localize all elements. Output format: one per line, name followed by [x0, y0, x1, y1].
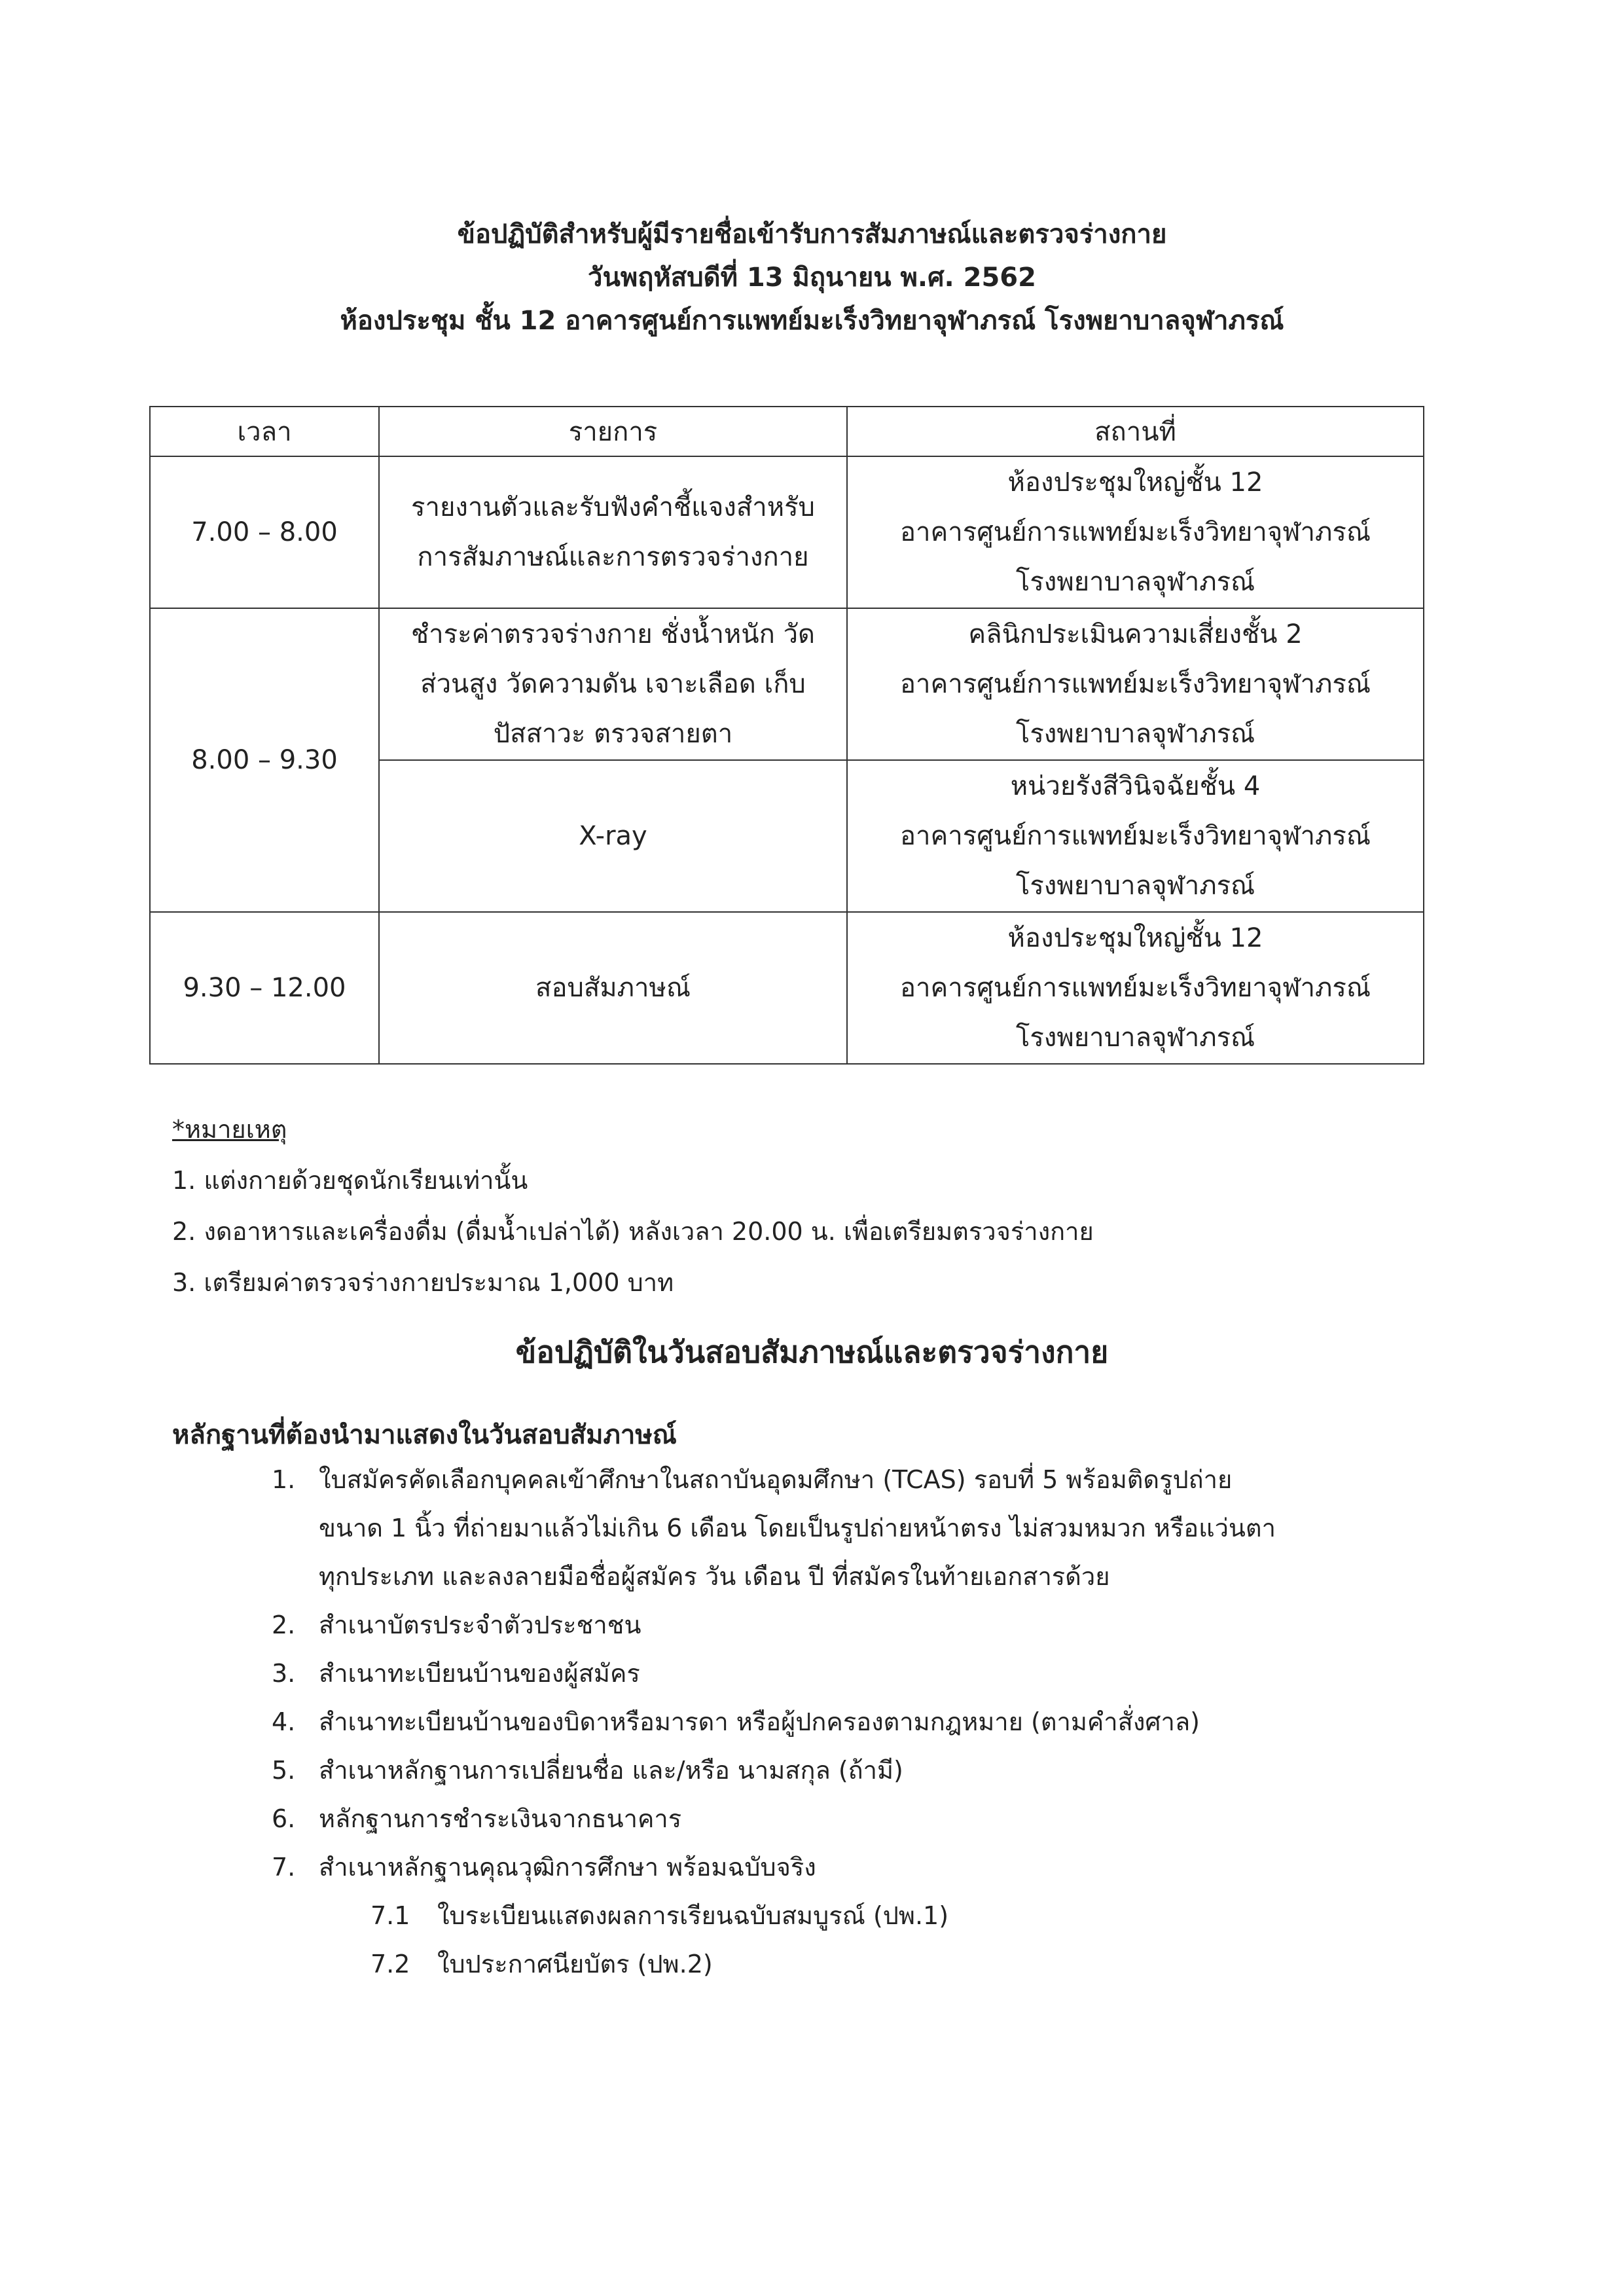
list-item-continuation: ทุกประเภท และลงลายมือชื่อผู้สมัคร วัน เดือน ปี ที่สมัครในท้ายเอกสารด้วย [319, 1562, 1110, 1591]
place-cell: คลินิกประเมินความเสี่ยงชั้น 2 อาคารศูนย์การแพทย์มะเร็งวิทยาจุฬาภรณ์ โรงพยาบาลจุฬาภรณ์ [847, 608, 1424, 760]
list-item-number: 7. [272, 1853, 296, 1882]
list-item-text: หลักฐานการชำระเงินจากธนาคาร [319, 1804, 682, 1833]
time-cell: 9.30 – 12.00 [150, 912, 379, 1064]
list-item [0, 1746, 1624, 1795]
time-cell: 8.00 – 9.30 [150, 608, 379, 912]
header-title: ข้อปฏิบัติสำหรับผู้มีรายชื่อเข้ารับการสัมภาษณ์และตรวจร่างกาย [457, 219, 1167, 249]
list-item [0, 1795, 1624, 1843]
sub-list-item [0, 1940, 1624, 1988]
header-date: วันพฤหัสบดีที่ 13 มิถุนายน พ.ศ. 2562 [588, 263, 1036, 293]
sub-list-item-text: ใบประกาศนียบัตร (ปพ.2) [437, 1950, 713, 1978]
list-item [0, 1601, 1624, 1649]
list-item [0, 1843, 1624, 1891]
place-cell: ห้องประชุมใหญ่ชั้น 12 อาคารศูนย์การแพทย์มะเร็งวิทยาจุฬาภรณ์ โรงพยาบาลจุฬาภรณ์ [847, 456, 1424, 608]
list-item-text: สำเนาทะเบียนบ้านของผู้สมัคร [319, 1659, 640, 1688]
sub-list-item [0, 1891, 1624, 1940]
column-header-place: สถานที่ [847, 407, 1424, 456]
list-item-continuation: ขนาด 1 นิ้ว ที่ถ่ายมาแล้วไม่เกิน 6 เดือน โดยเป็นรูปถ่ายหน้าตรง ไม่สวมหมวก หรือแว่นตา [319, 1514, 1276, 1542]
note-item: 1. แต่งกายด้วยชุดนักเรียนเท่านั้น [172, 1166, 528, 1195]
list-item-number: 2. [272, 1611, 296, 1639]
place-cell: หน่วยรังสีวินิจฉัยชั้น 4 อาคารศูนย์การแพทย์มะเร็งวิทยาจุฬาภรณ์ โรงพยาบาลจุฬาภรณ์ [847, 760, 1424, 912]
sub-list-item-text: ใบระเบียนแสดงผลการเรียนฉบับสมบูรณ์ (ปพ.1) [437, 1901, 949, 1930]
list-item [0, 1455, 1624, 1504]
table-row [150, 912, 1424, 1064]
list-item-text: สำเนาบัตรประจำตัวประชาชน [319, 1611, 641, 1639]
sub-list-item-number: 7.1 [370, 1901, 410, 1930]
list-item-number: 4. [272, 1707, 296, 1736]
list-item-text: สำเนาหลักฐานการเปลี่ยนชื่อ และ/หรือ นามสกุล (ถ้ามี) [319, 1756, 903, 1785]
sub-list-item-number: 7.2 [370, 1950, 410, 1978]
list-item-number: 6. [272, 1804, 296, 1833]
evidence-heading: หลักฐานที่ต้องนำมาแสดงในวันสอบสัมภาษณ์ [172, 1420, 677, 1450]
column-header-time: เวลา [150, 407, 379, 456]
table-row [150, 608, 1424, 760]
activity-cell: สอบสัมภาษณ์ [379, 912, 847, 1064]
section-title: ข้อปฏิบัติในวันสอบสัมภาษณ์และตรวจร่างกาย [515, 1334, 1109, 1370]
list-item-number: 5. [272, 1756, 296, 1785]
header-venue: ห้องประชุม ชั้น 12 อาคารศูนย์การแพทย์มะเร็งวิทยาจุฬาภรณ์ โรงพยาบาลจุฬาภรณ์ [340, 306, 1284, 336]
list-item [0, 1698, 1624, 1746]
list-item-text: ใบสมัครคัดเลือกบุคคลเข้าศึกษาในสถาบันอุดมศึกษา (TCAS) รอบที่ 5 พร้อมติดรูปถ่าย [319, 1465, 1233, 1494]
column-header-activity: รายการ [379, 407, 847, 456]
table-row [150, 456, 1424, 608]
table-header-row [150, 407, 1424, 456]
document-header [0, 213, 1624, 342]
activity-cell: ชำระค่าตรวจร่างกาย ชั่งน้ำหนัก วัด ส่วนสูง วัดความดัน เจาะเลือด เก็บ ปัสสาวะ ตรวจสายตา [379, 608, 847, 760]
note-item: 2. งดอาหารและเครื่องดื่ม (ดื่มน้ำเปล่าได้) หลังเวลา 20.00 น. เพื่อเตรียมตรวจร่างกาย [172, 1217, 1094, 1246]
notes-title: *หมายเหตุ [172, 1115, 287, 1144]
activity-cell: X-ray [379, 760, 847, 912]
list-item-text: สำเนาหลักฐานคุณวุฒิการศึกษา พร้อมฉบับจริง [319, 1853, 816, 1882]
note-item: 3. เตรียมค่าตรวจร่างกายประมาณ 1,000 บาท [172, 1268, 674, 1297]
notes-section [172, 1104, 1094, 1308]
list-item [0, 1649, 1624, 1698]
list-item-number: 3. [272, 1659, 296, 1688]
evidence-list [0, 1455, 1624, 1988]
schedule-table [149, 406, 1424, 1065]
list-item-number: 1. [272, 1465, 296, 1494]
list-item-text: สำเนาทะเบียนบ้านของบิดาหรือมารดา หรือผู้ปกครองตามกฎหมาย (ตามคำสั่งศาล) [319, 1707, 1200, 1736]
place-cell: ห้องประชุมใหญ่ชั้น 12 อาคารศูนย์การแพทย์มะเร็งวิทยาจุฬาภรณ์ โรงพยาบาลจุฬาภรณ์ [847, 912, 1424, 1064]
time-cell: 7.00 – 8.00 [150, 456, 379, 608]
activity-cell: รายงานตัวและรับฟังคำชี้แจงสำหรับ การสัมภาษณ์และการตรวจร่างกาย [379, 456, 847, 608]
